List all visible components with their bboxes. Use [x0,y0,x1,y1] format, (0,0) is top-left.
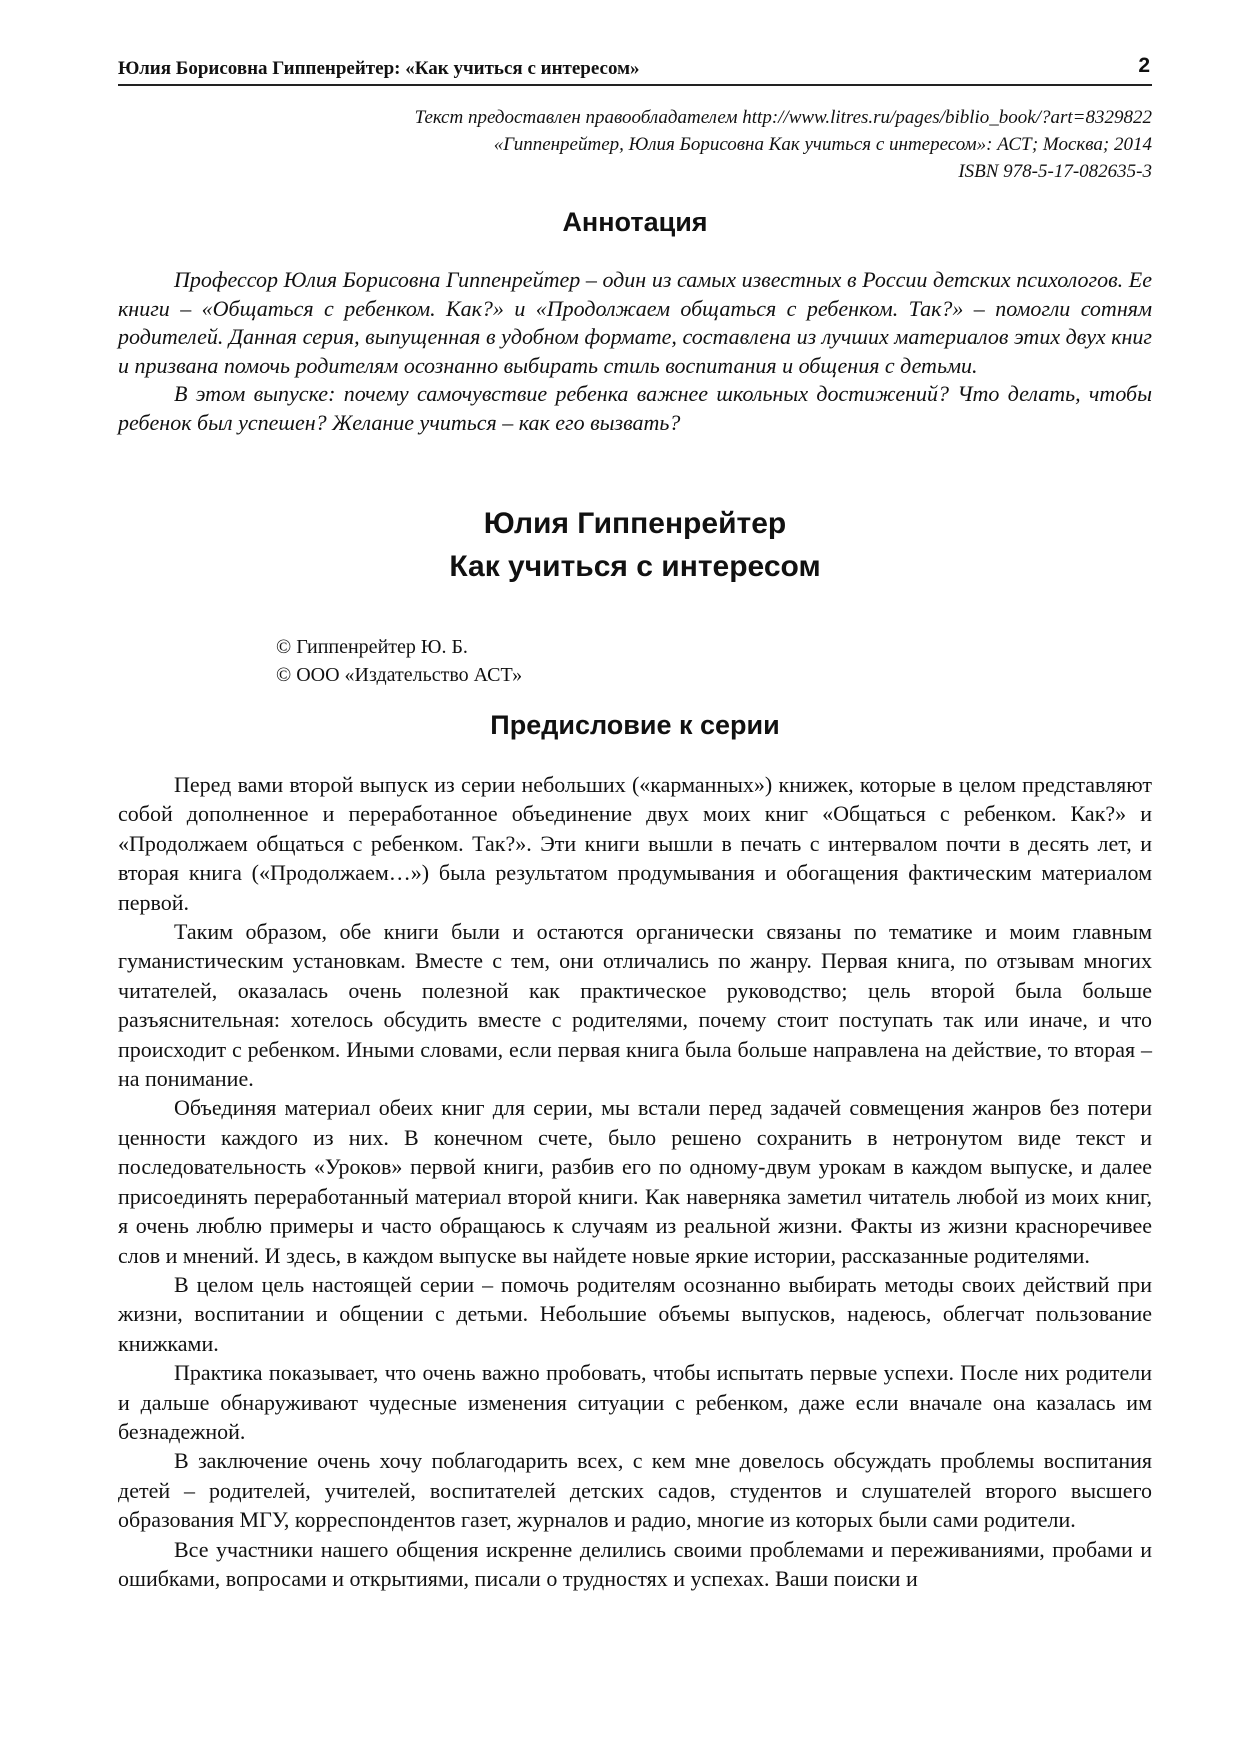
preface-text [118,770,1152,1593]
copyright-block [276,633,522,689]
preface-paragraph: Практика показывает, что очень важно пробовать, чтобы испытать первые успехи. После них родители и дальше обнаруживают чудесные изменения ситуации с ребенком, даже если вначале она казалась им безнадежной. [118,1360,1152,1444]
running-title: Юлия Борисовна Гиппенрейтер: «Как учиться с интересом» [118,58,640,79]
preface-paragraph: В заключение очень хочу поблагодарить всех, с кем мне довелось обсуждать проблемы воспитания детей – родителей, учителей, воспитателей детских садов, студентов и слушателей второго высшего образования МГУ, корреспондентов газет, журналов и радио, многие из которых были сами родители. [118,1448,1152,1533]
annotation-text [118,266,1152,438]
source-note [118,104,1152,185]
copyright-line: © Гиппенрейтер Ю. Б. [276,636,468,658]
preface-paragraph: Все участники нашего общения искренне делились своими проблемами и переживаниями, пробами и ошибками, вопросами и открытиями, писали о трудностях и успехах. Ваши поиски и [118,1536,1152,1591]
book-title-block [118,502,1152,588]
annotation-paragraph: В этом выпуске: почему самочувствие ребенка важнее школьных достижений? Что делать, чтобы ребенок был успешен? Желание учиться – как его вызвать? [118,381,1152,435]
preface-heading: Предисловие к серии [490,710,780,740]
preface-paragraph: Таким образом, обе книги были и остаются органически связаны по тематике и моим главным гуманистическим установкам. Вместе с тем, они отличались по жанру. Первая книга, по отзывам многих читателей, оказалась очень полезной как практическое руководство; цель второй была больше разъяснительная: хотелось обсудить вместе с родителями, почему стоит поступать так или иначе, и что происходит с ребенком. Иными словами, если первая книга была больше направлена на действие, то вторая – на понимание. [118,919,1152,1092]
annotation-heading: Аннотация [562,207,708,237]
running-header [118,54,1152,86]
book-author: Юлия Гиппенрейтер [483,507,787,540]
preface-paragraph: Объединяя материал обеих книг для серии, мы встали перед задачей совмещения жанров без потери ценности каждого из них. В конечном счете, было решено сохранить в нетронутом виде текст и последовательность «Уроков» первой книги, разбив его по одному-двум урокам в каждом выпуске, и далее присоединять переработанный материал второй книги. Как наверняка заметил читатель любой из моих книг, я очень люблю примеры и часто обращаюсь к случаям из реальной жизни. Факты из жизни красноречивее слов и мнений. И здесь, в каждом выпуске вы найдете новые яркие истории, рассказанные родителями. [118,1095,1152,1268]
copyright-line: © ООО «Издательство АСТ» [276,664,523,686]
source-line-url: Текст предоставлен правообладателем http://www.litres.ru/pages/biblio_book/?art=8329822 [414,107,1152,128]
source-line-isbn: ISBN 978-5-17-082635-3 [958,161,1152,182]
preface-paragraph: В целом цель настоящей серии – помочь родителям осознанно выбирать методы своих действий при жизни, воспитании и общении с детьми. Небольшие объемы выпусков, надеюсь, облегчат пользование книжками. [118,1271,1152,1356]
preface-paragraph: Перед вами второй выпуск из серии небольших («карманных») книжек, которые в целом представляют собой дополненное и переработанное объединение двух моих книг «Общаться с ребенком. Как?» и «Продолжаем общаться с ребенком. Так?». Эти книги вышли в печать с интервалом почти в десять лет, и вторая книга («Продолжаем…») была результатом продумывания и обогащения фактическим материалом первой. [118,772,1152,915]
annotation-paragraph: Профессор Юлия Борисовна Гиппенрейтер – один из самых известных в России детских психологов. Ее книги – «Общаться с ребенком. Как?» и «Продолжаем общаться с ребенком. Так?» – помогли сотням родителей. Данная серия, выпущенная в удобном формате, составлена из лучших материалов этих двух книг и призвана помочь родителям осознанно выбирать стиль воспитания и общения с детьми. [118,267,1152,378]
source-line-publisher: «Гиппенрейтер, Юлия Борисовна Как учиться с интересом»: АСТ; Москва; 2014 [493,134,1152,155]
book-title: Как учиться с интересом [449,550,821,583]
page-number: 2 [1138,54,1150,77]
